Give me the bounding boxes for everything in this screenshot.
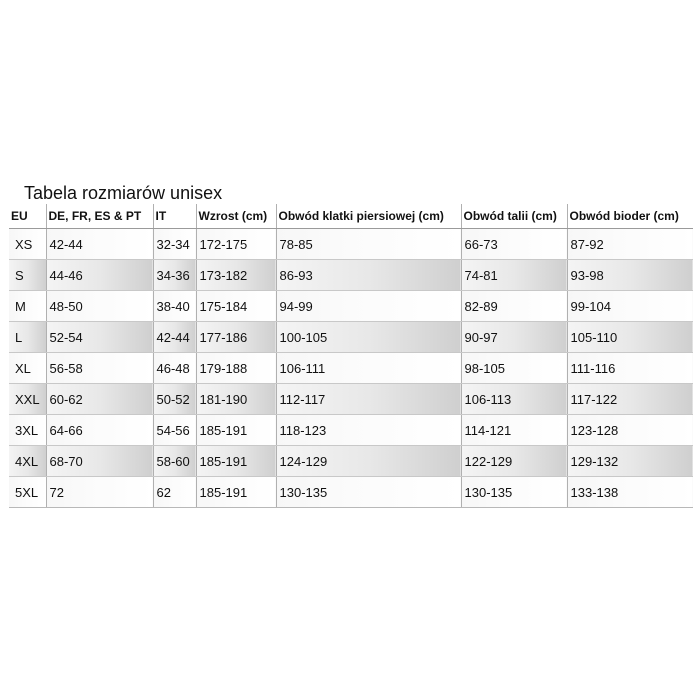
- cell-hips: 93-98: [567, 260, 693, 291]
- table-row: [9, 415, 693, 446]
- cell-de-fr-es-pt: 56-58: [46, 353, 153, 384]
- header-eu: EU: [9, 204, 46, 229]
- cell-height: 173-182: [196, 260, 276, 291]
- cell-it: 32-34: [153, 229, 196, 260]
- cell-eu: XL: [9, 353, 46, 384]
- cell-it: 46-48: [153, 353, 196, 384]
- cell-height: 185-191: [196, 477, 276, 508]
- cell-eu: 3XL: [9, 415, 46, 446]
- cell-height: 185-191: [196, 415, 276, 446]
- cell-eu: L: [9, 322, 46, 353]
- cell-waist: 130-135: [461, 477, 567, 508]
- cell-it: 38-40: [153, 291, 196, 322]
- cell-it: 42-44: [153, 322, 196, 353]
- cell-waist: 74-81: [461, 260, 567, 291]
- cell-waist: 114-121: [461, 415, 567, 446]
- cell-de-fr-es-pt: 44-46: [46, 260, 153, 291]
- cell-de-fr-es-pt: 72: [46, 477, 153, 508]
- cell-it: 34-36: [153, 260, 196, 291]
- cell-chest: 78-85: [276, 229, 461, 260]
- table-body: [9, 229, 693, 508]
- cell-waist: 106-113: [461, 384, 567, 415]
- cell-height: 181-190: [196, 384, 276, 415]
- cell-waist: 98-105: [461, 353, 567, 384]
- cell-waist: 90-97: [461, 322, 567, 353]
- cell-height: 177-186: [196, 322, 276, 353]
- cell-de-fr-es-pt: 64-66: [46, 415, 153, 446]
- table-row: [9, 384, 693, 415]
- cell-de-fr-es-pt: 52-54: [46, 322, 153, 353]
- cell-waist: 122-129: [461, 446, 567, 477]
- table-row: [9, 260, 693, 291]
- size-chart: [9, 182, 693, 508]
- cell-hips: 117-122: [567, 384, 693, 415]
- table-row: [9, 322, 693, 353]
- cell-eu: XS: [9, 229, 46, 260]
- cell-eu: M: [9, 291, 46, 322]
- cell-eu: XXL: [9, 384, 46, 415]
- cell-chest: 100-105: [276, 322, 461, 353]
- cell-de-fr-es-pt: 68-70: [46, 446, 153, 477]
- cell-waist: 66-73: [461, 229, 567, 260]
- table-row: [9, 229, 693, 260]
- cell-height: 175-184: [196, 291, 276, 322]
- header-it: IT: [153, 204, 196, 229]
- cell-chest: 130-135: [276, 477, 461, 508]
- header-height: Wzrost (cm): [196, 204, 276, 229]
- chart-title: Tabela rozmiarów unisex: [24, 183, 223, 203]
- cell-hips: 99-104: [567, 291, 693, 322]
- cell-it: 54-56: [153, 415, 196, 446]
- cell-eu: S: [9, 260, 46, 291]
- table-row: [9, 477, 693, 508]
- cell-de-fr-es-pt: 48-50: [46, 291, 153, 322]
- cell-hips: 133-138: [567, 477, 693, 508]
- cell-hips: 129-132: [567, 446, 693, 477]
- header-de-fr-es-pt: DE, FR, ES & PT: [46, 204, 153, 229]
- cell-hips: 87-92: [567, 229, 693, 260]
- table-row: [9, 446, 693, 477]
- cell-it: 62: [153, 477, 196, 508]
- cell-chest: 112-117: [276, 384, 461, 415]
- cell-it: 50-52: [153, 384, 196, 415]
- header-row: [9, 204, 693, 229]
- table-row: [9, 291, 693, 322]
- cell-chest: 86-93: [276, 260, 461, 291]
- size-table: [9, 204, 693, 508]
- table-row: [9, 353, 693, 384]
- cell-de-fr-es-pt: 60-62: [46, 384, 153, 415]
- cell-eu: 5XL: [9, 477, 46, 508]
- cell-hips: 111-116: [567, 353, 693, 384]
- cell-chest: 106-111: [276, 353, 461, 384]
- header-waist: Obwód talii (cm): [461, 204, 567, 229]
- cell-hips: 105-110: [567, 322, 693, 353]
- cell-height: 185-191: [196, 446, 276, 477]
- header-hips: Obwód bioder (cm): [567, 204, 693, 229]
- cell-height: 179-188: [196, 353, 276, 384]
- cell-chest: 94-99: [276, 291, 461, 322]
- cell-it: 58-60: [153, 446, 196, 477]
- header-chest: Obwód klatki piersiowej (cm): [276, 204, 461, 229]
- cell-hips: 123-128: [567, 415, 693, 446]
- cell-eu: 4XL: [9, 446, 46, 477]
- cell-chest: 124-129: [276, 446, 461, 477]
- cell-de-fr-es-pt: 42-44: [46, 229, 153, 260]
- cell-chest: 118-123: [276, 415, 461, 446]
- cell-height: 172-175: [196, 229, 276, 260]
- cell-waist: 82-89: [461, 291, 567, 322]
